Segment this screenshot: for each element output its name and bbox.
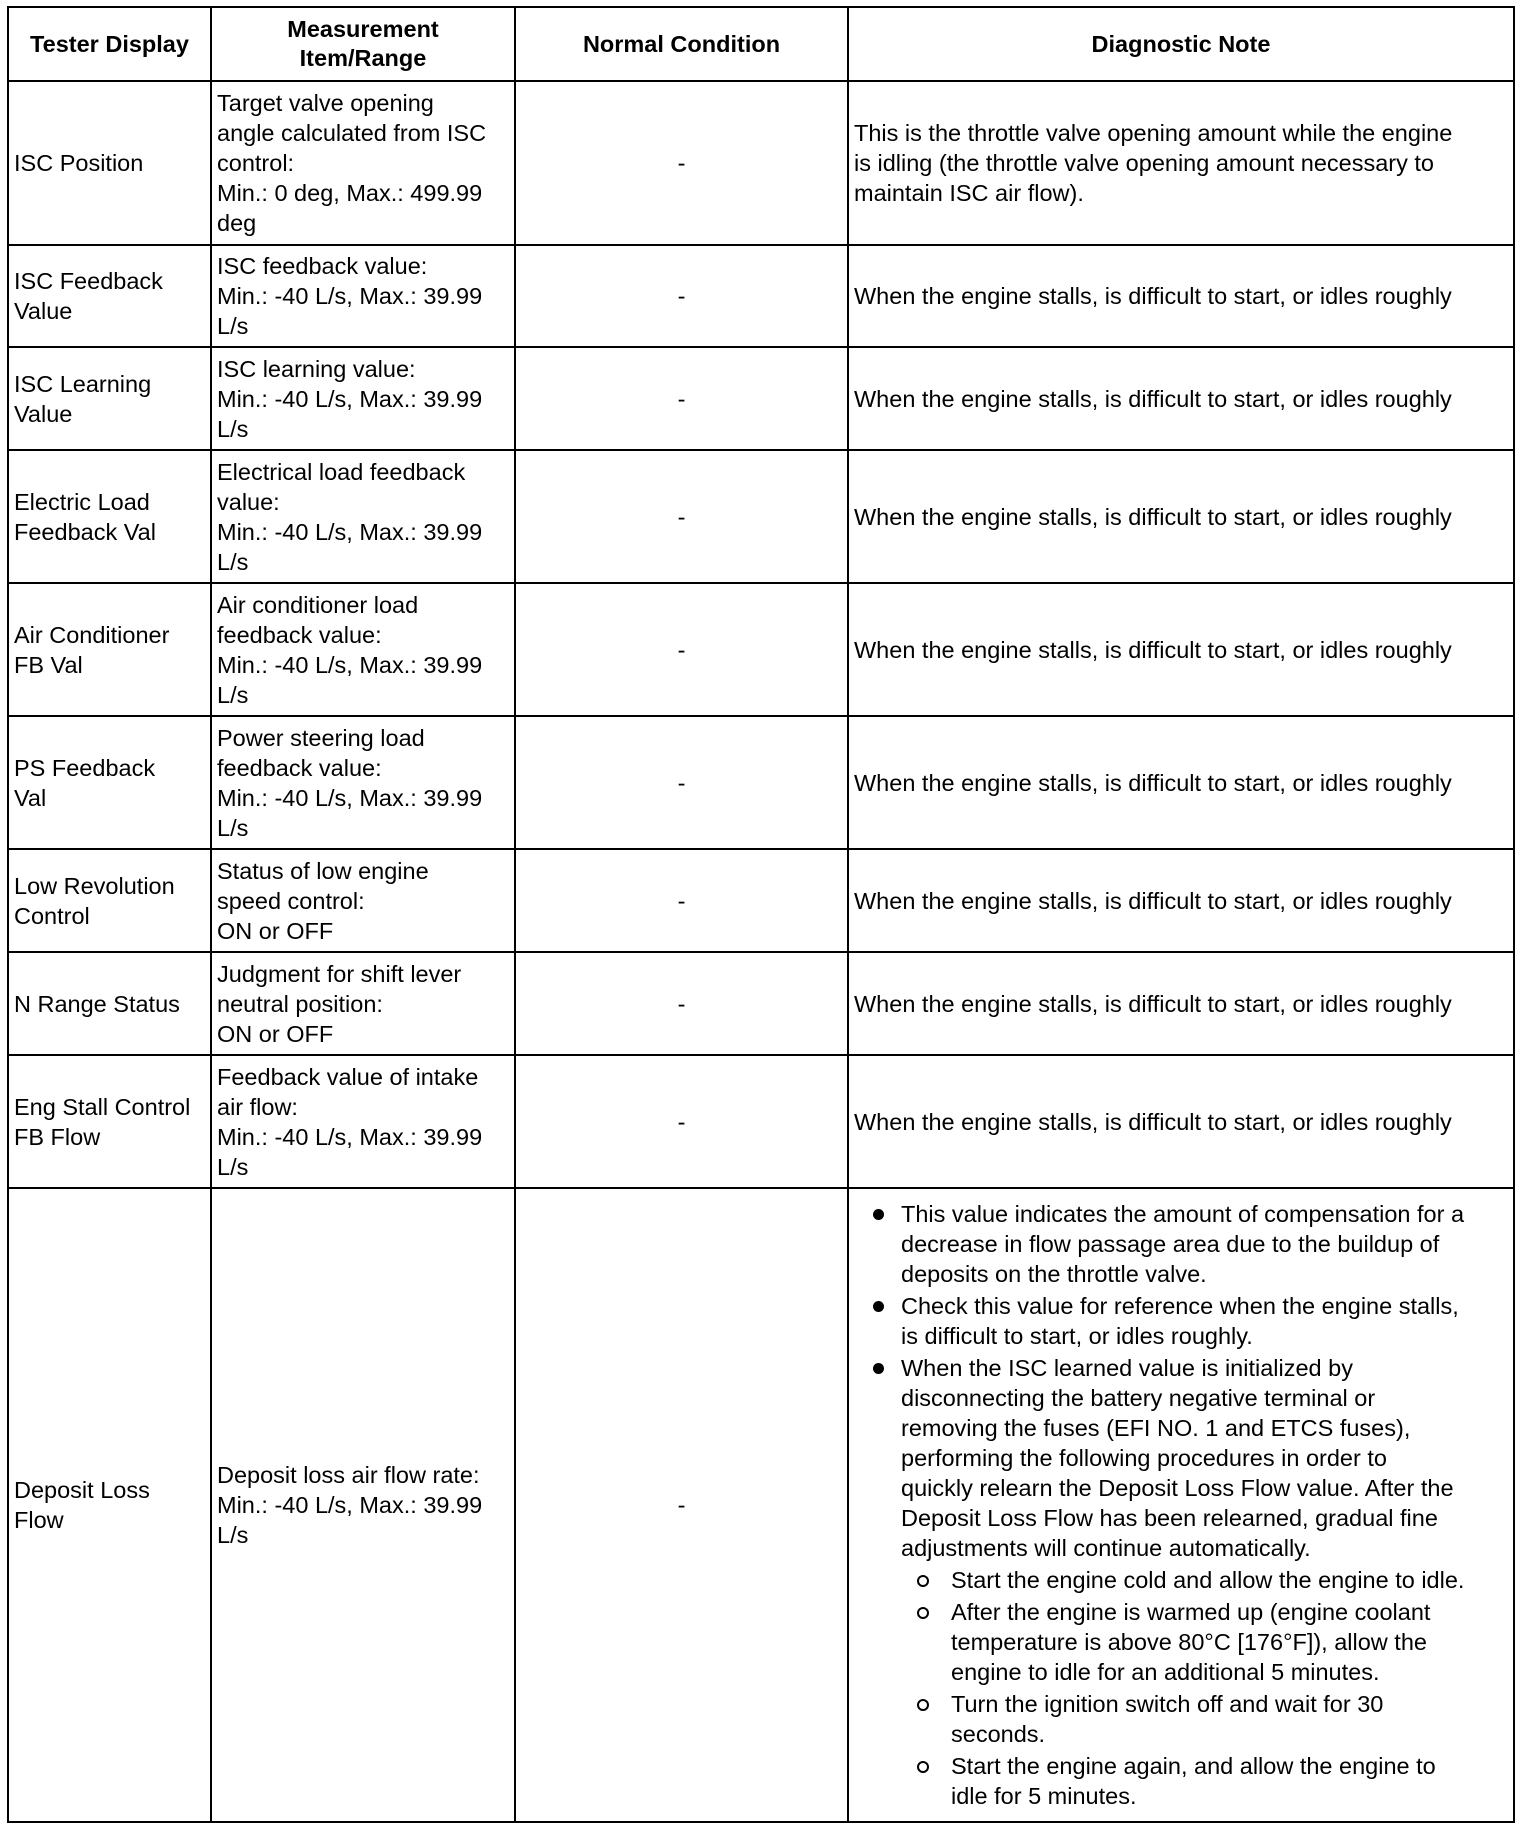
cell-line: When the engine stalls, is difficult to start, or idles roughly [854, 887, 1452, 914]
cell-line: When the engine stalls, is difficult to start, or idles roughly [854, 990, 1452, 1017]
tester-display-cell [8, 347, 211, 450]
cell-line: Status of low engine [217, 857, 429, 884]
cell-line: When the engine stalls, is difficult to start, or idles roughly [854, 503, 1452, 530]
cell-line: Judgment for shift lever [217, 960, 462, 987]
table-row [8, 716, 1514, 849]
cell-line: When the engine stalls, is difficult to start, or idles roughly [854, 769, 1452, 796]
cell-line: Deposit loss air flow rate: [217, 1462, 480, 1488]
diagnostic-note-cell [848, 1055, 1514, 1188]
normal-condition-cell: - [515, 849, 848, 952]
procedure-step [901, 1597, 1509, 1687]
cell-line: Start the engine again, and allow the engine to [951, 1753, 1436, 1779]
cell-line: Deposit Loss Flow has been relearned, gradual fine [901, 1505, 1438, 1531]
cell-line: Feedback Val [14, 518, 156, 545]
measurement-cell [211, 716, 515, 849]
cell-line: Min.: -40 L/s, Max.: 39.99 [217, 651, 483, 678]
cell-line: feedback value: [217, 754, 382, 781]
cell-line: Deposit Loss [14, 1477, 150, 1503]
cell-line: maintain ISC air flow). [854, 180, 1084, 206]
cell-line: FB Flow [14, 1123, 101, 1150]
diagnostic-note-cell [848, 716, 1514, 849]
table-row [8, 245, 1514, 347]
cell-line: deg [217, 210, 257, 236]
cell-line: Power steering load [217, 724, 425, 751]
diagnostic-note-cell [848, 347, 1514, 450]
cell-line: Min.: 0 deg, Max.: 499.99 [217, 180, 483, 206]
tester-display-cell [8, 716, 211, 849]
cell-line: L/s [217, 814, 249, 841]
cell-line: adjustments will continue automatically. [901, 1535, 1311, 1561]
table-row [8, 1055, 1514, 1188]
cell-line: Control [14, 902, 90, 929]
cell-line: N Range Status [14, 990, 180, 1017]
cell-line: When the ISC learned value is initialized by [901, 1355, 1353, 1381]
procedure-list [901, 1565, 1509, 1811]
cell-line: is idling (the throttle valve opening amount necessary to [854, 150, 1434, 176]
cell-line: ISC Learning [14, 370, 152, 397]
measurement-cell [211, 583, 515, 716]
normal-condition-cell: - [515, 347, 848, 450]
tester-display-cell [8, 1188, 211, 1822]
cell-line: removing the fuses (EFI NO. 1 and ETCS fuses), [901, 1415, 1411, 1441]
header-tester-display: Tester Display [8, 7, 211, 81]
cell-line: Turn the ignition switch off and wait for 30 [951, 1691, 1384, 1717]
cell-line: Value [14, 400, 73, 427]
cell-line: PS Feedback [14, 754, 156, 781]
cell-line: ON or OFF [217, 1020, 334, 1047]
cell-line: Val [14, 784, 47, 811]
cell-line: seconds. [951, 1721, 1046, 1747]
cell-line: When the engine stalls, is difficult to start, or idles roughly [854, 283, 1452, 309]
cell-line: ISC learning value: [217, 355, 416, 382]
diagnostic-note-cell [848, 952, 1514, 1055]
normal-condition-cell: - [515, 716, 848, 849]
bullet-item [869, 1199, 1509, 1289]
cell-line: Air Conditioner [14, 621, 170, 648]
cell-line: When the engine stalls, is difficult to start, or idles roughly [854, 385, 1452, 412]
diagnostic-note-cell [848, 81, 1514, 245]
diagnostic-table [7, 6, 1515, 1823]
cell-line: decrease in flow passage area due to the buildup of [901, 1231, 1440, 1257]
cell-line: temperature is above 80°C [176°F]), allow the [951, 1629, 1427, 1655]
table-row [8, 347, 1514, 450]
header-measurement [211, 7, 515, 81]
cell-line: Target valve opening [217, 90, 434, 116]
cell-line: L/s [217, 415, 249, 442]
cell-line: Value [14, 298, 73, 324]
measurement-cell [211, 81, 515, 245]
cell-line: When the engine stalls, is difficult to start, or idles roughly [854, 1108, 1452, 1135]
procedure-step [901, 1565, 1509, 1595]
cell-line: Start the engine cold and allow the engine to idle. [951, 1567, 1465, 1593]
cell-line: L/s [217, 681, 249, 708]
table-row [8, 1188, 1514, 1822]
cell-line: After the engine is warmed up (engine coolant [951, 1599, 1431, 1625]
cell-line: ISC feedback value: [217, 253, 428, 279]
cell-line: L/s [217, 548, 249, 575]
header-normal-condition: Normal Condition [515, 7, 848, 81]
tester-display-cell [8, 952, 211, 1055]
normal-condition-cell: - [515, 81, 848, 245]
table-row [8, 583, 1514, 716]
cell-line: engine to idle for an additional 5 minutes. [951, 1659, 1380, 1685]
measurement-cell [211, 952, 515, 1055]
cell-line: speed control: [217, 887, 365, 914]
tester-display-cell [8, 1055, 211, 1188]
cell-line: Electric Load [14, 488, 150, 515]
cell-line: Check this value for reference when the engine stalls, [901, 1293, 1459, 1319]
diagnostic-note-cell [848, 450, 1514, 583]
bullet-item [869, 1291, 1509, 1351]
cell-line: idle for 5 minutes. [951, 1783, 1137, 1809]
cell-line: Eng Stall Control [14, 1093, 191, 1120]
cell-line: feedback value: [217, 621, 382, 648]
normal-condition-cell: - [515, 1055, 848, 1188]
cell-line: Min.: -40 L/s, Max.: 39.99 [217, 784, 483, 811]
measurement-cell [211, 347, 515, 450]
tester-display-cell [8, 81, 211, 245]
measurement-cell [211, 1055, 515, 1188]
measurement-cell [211, 245, 515, 347]
header-row [8, 7, 1514, 81]
cell-line: L/s [217, 1522, 249, 1548]
diagnostic-note-cell [848, 245, 1514, 347]
cell-line: Flow [14, 1507, 64, 1533]
bullet-item [869, 1353, 1509, 1811]
tester-display-cell [8, 450, 211, 583]
cell-line: Min.: -40 L/s, Max.: 39.99 [217, 1123, 483, 1150]
cell-line: control: [217, 150, 295, 176]
header-measurement-line: Item/Range [299, 45, 427, 71]
procedure-step [901, 1689, 1509, 1749]
cell-line: L/s [217, 313, 249, 339]
diagnostic-note-cell [848, 1188, 1514, 1822]
bullet-list [869, 1199, 1509, 1811]
cell-line: FB Val [14, 651, 83, 678]
cell-line: is difficult to start, or idles roughly. [901, 1323, 1253, 1349]
procedure-step [901, 1751, 1509, 1811]
cell-line: When the engine stalls, is difficult to start, or idles roughly [854, 636, 1452, 663]
table-row [8, 81, 1514, 245]
normal-condition-cell: - [515, 952, 848, 1055]
header-measurement-line: Measurement [287, 16, 439, 42]
cell-line: air flow: [217, 1093, 298, 1120]
table-row [8, 952, 1514, 1055]
cell-line: neutral position: [217, 990, 383, 1017]
tester-display-cell [8, 583, 211, 716]
cell-line: ISC Feedback [14, 268, 163, 294]
cell-line: deposits on the throttle valve. [901, 1261, 1207, 1287]
cell-line: Low Revolution [14, 872, 175, 899]
cell-line: ISC Position [14, 150, 144, 176]
cell-line: Electrical load feedback [217, 458, 466, 485]
cell-line: L/s [217, 1153, 249, 1180]
header-diagnostic-note: Diagnostic Note [848, 7, 1514, 81]
measurement-cell [211, 450, 515, 583]
table-row [8, 450, 1514, 583]
tester-display-cell [8, 245, 211, 347]
cell-line: This value indicates the amount of compensation for a [901, 1201, 1465, 1227]
cell-line: quickly relearn the Deposit Loss Flow value. After the [901, 1475, 1454, 1501]
cell-line: Min.: -40 L/s, Max.: 39.99 [217, 385, 483, 412]
normal-condition-cell: - [515, 450, 848, 583]
cell-line: performing the following procedures in order to [901, 1445, 1387, 1471]
cell-line: ON or OFF [217, 917, 334, 944]
cell-line: angle calculated from ISC [217, 120, 487, 146]
measurement-cell [211, 1188, 515, 1822]
normal-condition-cell: - [515, 1188, 848, 1822]
normal-condition-cell: - [515, 583, 848, 716]
table-row [8, 849, 1514, 952]
cell-line: disconnecting the battery negative terminal or [901, 1385, 1376, 1411]
cell-line: Feedback value of intake [217, 1063, 479, 1090]
cell-line: Min.: -40 L/s, Max.: 39.99 [217, 283, 483, 309]
diagnostic-note-cell [848, 583, 1514, 716]
cell-line: value: [217, 488, 280, 515]
normal-condition-cell: - [515, 245, 848, 347]
measurement-cell [211, 849, 515, 952]
cell-line: This is the throttle valve opening amount while the engine [854, 120, 1453, 146]
tester-display-cell [8, 849, 211, 952]
cell-line: Min.: -40 L/s, Max.: 39.99 [217, 518, 483, 545]
diagnostic-note-cell [848, 849, 1514, 952]
cell-line: Min.: -40 L/s, Max.: 39.99 [217, 1492, 483, 1518]
cell-line: Air conditioner load [217, 591, 419, 618]
